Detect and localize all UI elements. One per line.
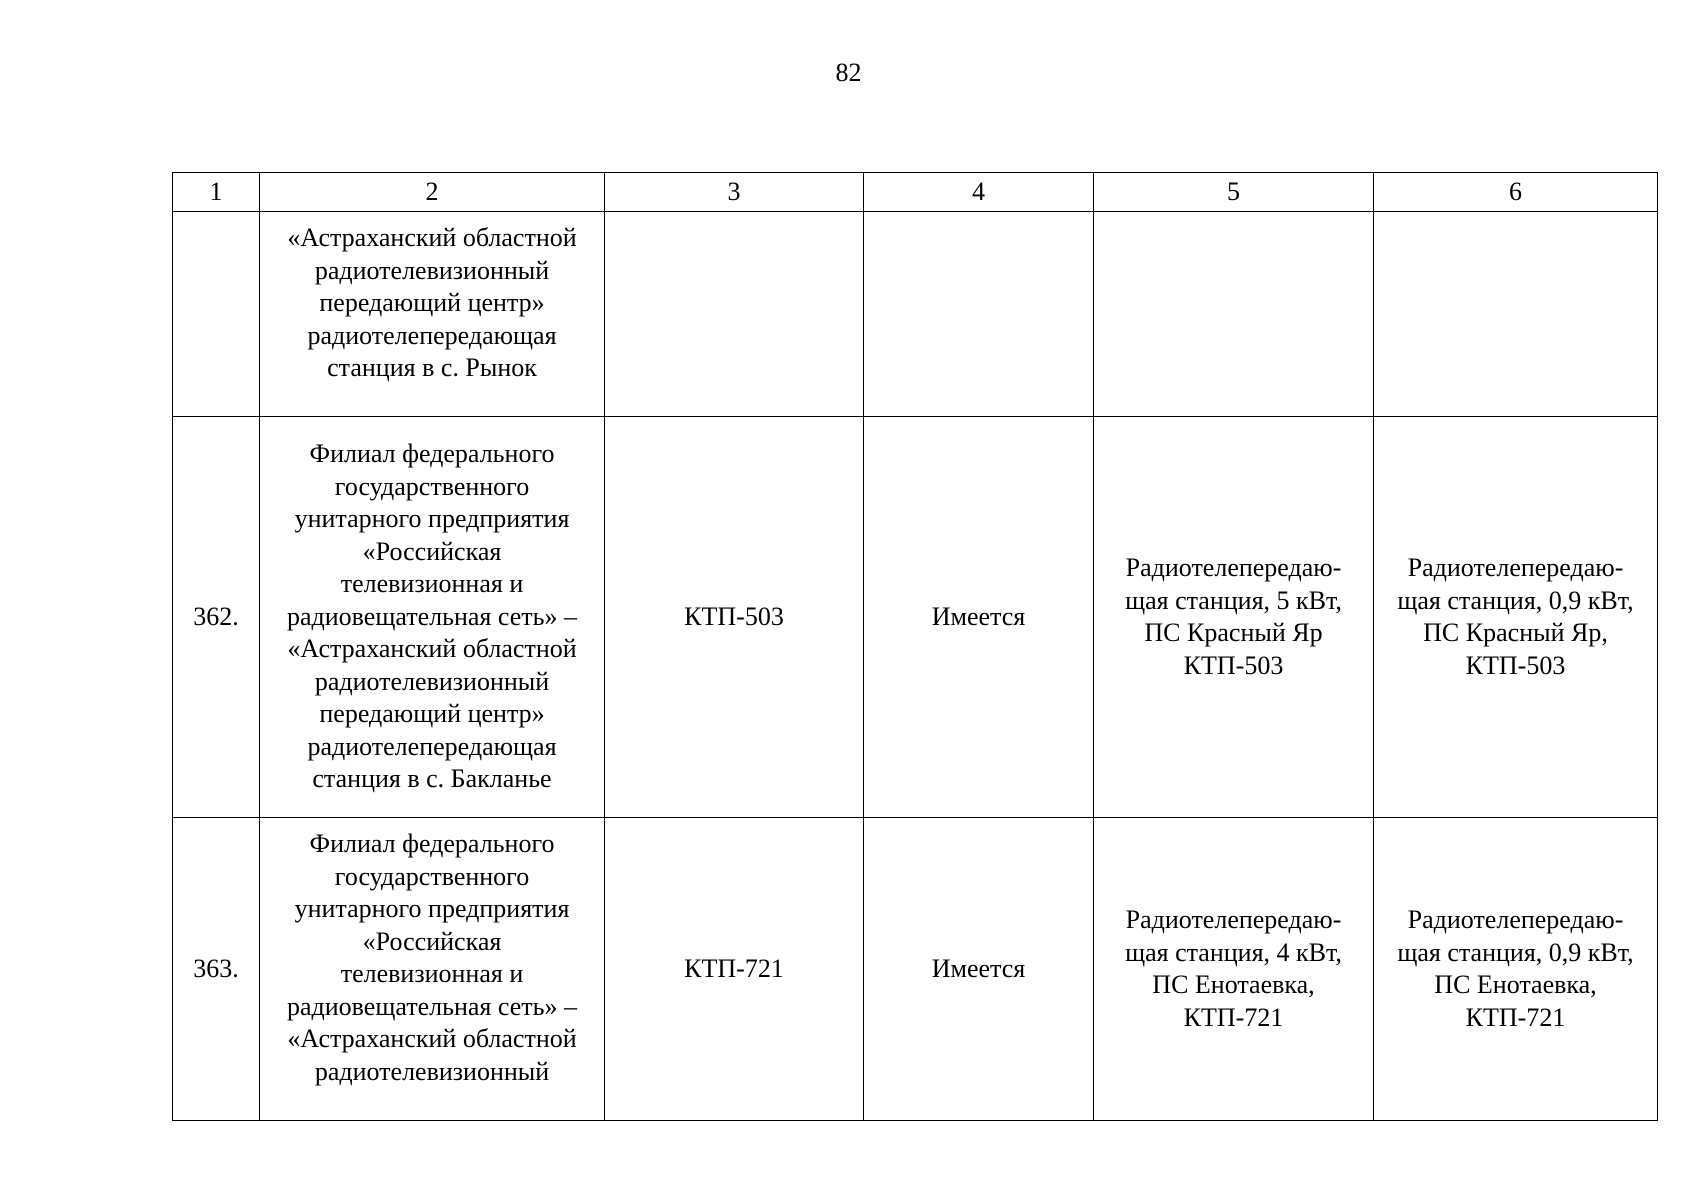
reserve-power-cell	[1374, 818, 1658, 1121]
row-number-cell: 363.	[173, 818, 260, 1121]
row-number-cell	[173, 212, 260, 417]
text-line: ПС Енотаевка,	[1434, 970, 1597, 999]
row-number-cell: 362.	[173, 417, 260, 818]
text-line: радиотелепередающая	[307, 320, 557, 350]
organization-cell	[260, 417, 605, 818]
text-line: радиотелевизионный	[314, 1056, 550, 1086]
text-line: Радиотелепередаю-	[1125, 553, 1342, 582]
text-line: передающий центр»	[319, 288, 545, 317]
text-line: телевизионная и	[340, 569, 524, 599]
text-line: КТП-503	[1465, 650, 1566, 680]
text-line: станция в с. Бакланье	[312, 764, 552, 794]
text-line: унитарного предприятия	[294, 894, 570, 923]
reserve-power-cell	[1374, 417, 1658, 818]
column-header-4: 4	[864, 173, 1094, 212]
text-line: телевизионная и	[340, 959, 524, 988]
page-number: 82	[835, 58, 862, 87]
availability-cell: Имеется	[864, 818, 1094, 1121]
substation-cell	[605, 212, 864, 417]
text-line: государственного	[334, 861, 530, 891]
table-row	[173, 212, 1658, 417]
text-line: щая станция, 5 кВт,	[1125, 585, 1342, 615]
text-line: КТП-503	[1183, 650, 1284, 680]
text-line: унитарного предприятия	[294, 504, 570, 534]
column-header-3: 3	[605, 173, 864, 212]
text-line: радиовещательная сеть» –	[287, 991, 577, 1021]
table-row	[173, 417, 1658, 818]
text-line: радиотелепередающая	[307, 731, 557, 761]
text-line: радиотелевизионный	[314, 255, 550, 285]
text-line: государственного	[334, 471, 530, 501]
text-line: «Российская	[362, 926, 502, 956]
text-line: станция в с. Рынок	[327, 353, 537, 382]
availability-cell	[864, 212, 1094, 417]
text-line: «Астраханский областной	[287, 634, 577, 664]
text-line: ПС Красный Яр,	[1423, 618, 1608, 647]
column-header-6: 6	[1374, 173, 1658, 212]
text-line: «Российская	[362, 536, 502, 566]
text-line: «Астраханский областной	[287, 1024, 577, 1053]
text-line: Радиотелепередаю-	[1407, 553, 1624, 582]
main-power-cell	[1094, 212, 1374, 417]
table-row	[173, 818, 1658, 1121]
column-header-2: 2	[260, 173, 605, 212]
text-line: «Астраханский областной	[287, 223, 577, 252]
availability-cell: Имеется	[864, 417, 1094, 818]
text-line: ПС Енотаевка,	[1152, 970, 1315, 999]
organization-cell	[260, 818, 605, 1121]
main-power-cell	[1094, 417, 1374, 818]
text-line: щая станция, 4 кВт,	[1125, 937, 1342, 967]
text-line: Радиотелепередаю-	[1125, 905, 1342, 934]
main-power-cell	[1094, 818, 1374, 1121]
organization-cell	[260, 212, 605, 417]
text-line: КТП-721	[1183, 1002, 1284, 1032]
table-header-row	[173, 173, 1658, 212]
power-supply-table	[172, 172, 1658, 1121]
text-line: радиовещательная сеть» –	[287, 601, 577, 631]
text-line: КТП-721	[1465, 1002, 1566, 1032]
substation-cell: КТП-721	[605, 818, 864, 1121]
text-line: Филиал федерального	[309, 829, 555, 858]
text-line: передающий центр»	[319, 699, 545, 729]
reserve-power-cell	[1374, 212, 1658, 417]
column-header-5: 5	[1094, 173, 1374, 212]
text-line: Радиотелепередаю-	[1407, 905, 1624, 934]
text-line: щая станция, 0,9 кВт,	[1397, 937, 1634, 967]
text-line: радиотелевизионный	[314, 666, 550, 696]
text-line: ПС Красный Яр	[1144, 618, 1323, 647]
text-line: щая станция, 0,9 кВт,	[1397, 585, 1634, 615]
substation-cell: КТП-503	[605, 417, 864, 818]
column-header-1: 1	[173, 173, 260, 212]
text-line: Филиал федерального	[309, 439, 555, 469]
